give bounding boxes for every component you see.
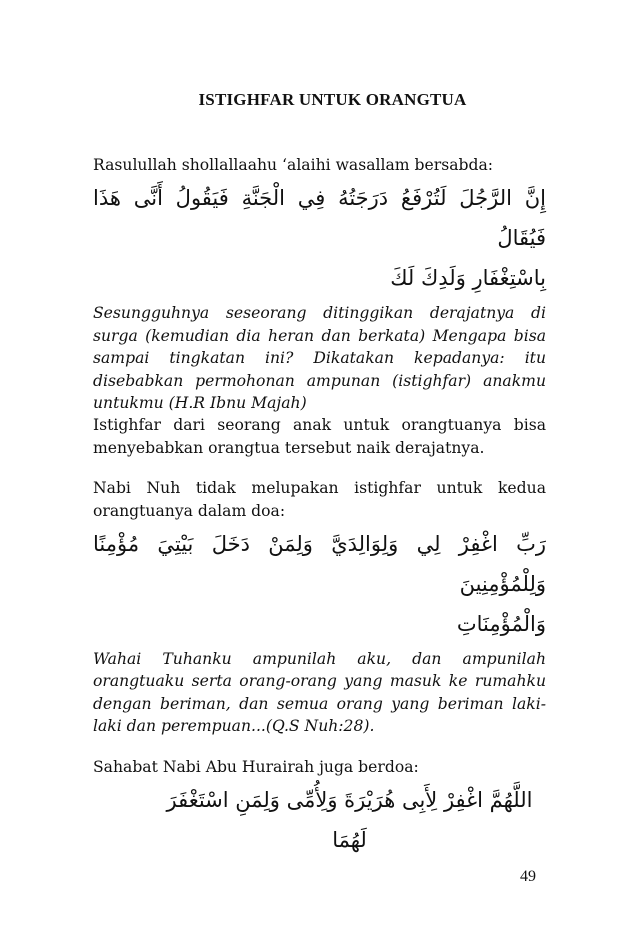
hadith-translation: Sesungguhnya seseorang ditinggikan derajatnya di surga (kemudian dia heran dan berkata) Mengapa bisa sampai tingkatan ini? Dikatakan kepadanya: itu disebabkan permohonan ampunan (istighfar) anakmu untukmu (H.R Ibnu Majah) [93,304,546,413]
hadith-arabic-line-1: إِنَّ الرَّجُلَ لَتُرْفَعُ دَرَجَتُهُ فِي الْجَنَّةِ فَيَقُولُ أَنَّى هَذَا فَيُقَالُ [93,186,546,251]
hadith-arabic [93,178,546,298]
intro-abu-hurairah: Sahabat Nabi Abu Hurairah juga berdoa: [93,757,419,776]
intro-rasulullah: Rasulullah shollallaahu ‘alaihi wasallam bersabda: [93,156,494,174]
hadith-arabic-line-2: بِاسْتِغْفَارِ وَلَدِكَ لَكَ [390,266,546,291]
page-number: 49 [520,868,536,885]
dua-nuh-arabic-line-1: رَبِّ اغْفِرْ لِي وَلِوَالِدَيَّ وَلِمَنْ دَخَلَ بَيْتِيَ مُؤْمِنًا وَلِلْمُؤْمِنِينَ [93,532,546,597]
dua-nuh-translation: Wahai Tuhanku ampunilah aku, dan ampunilah orangtuaku serta orang-orang yang masuk ke rumahku dengan beriman, dan semua orang yang beriman laki-laki dan perempuan...(Q.S Nuh:28). [93,650,546,736]
page-title: ISTIGHFAR UNTUK ORANGTUA [198,90,467,109]
explanation-paragraph: Istighfar dari seorang anak untuk orangtuanya bisa menyebabkan orangtua tersebut naik derajatnya. [93,416,546,457]
dua-abu-hurairah-arabic: اللَّهُمَّ اغْفِرْ لِأَبِى هُرَيْرَةَ وَلِأُمِّى وَلِمَنِ اسْتَغْفَرَ لَهُمَا [166,788,533,853]
intro-nabi-nuh: Nabi Nuh tidak melupakan istighfar untuk kedua orangtuanya dalam doa: [93,479,546,520]
dua-nuh-arabic-line-2: وَالْمُؤْمِنَاتِ [456,612,546,637]
dua-nuh-arabic [93,524,546,644]
book-page [93,90,546,864]
